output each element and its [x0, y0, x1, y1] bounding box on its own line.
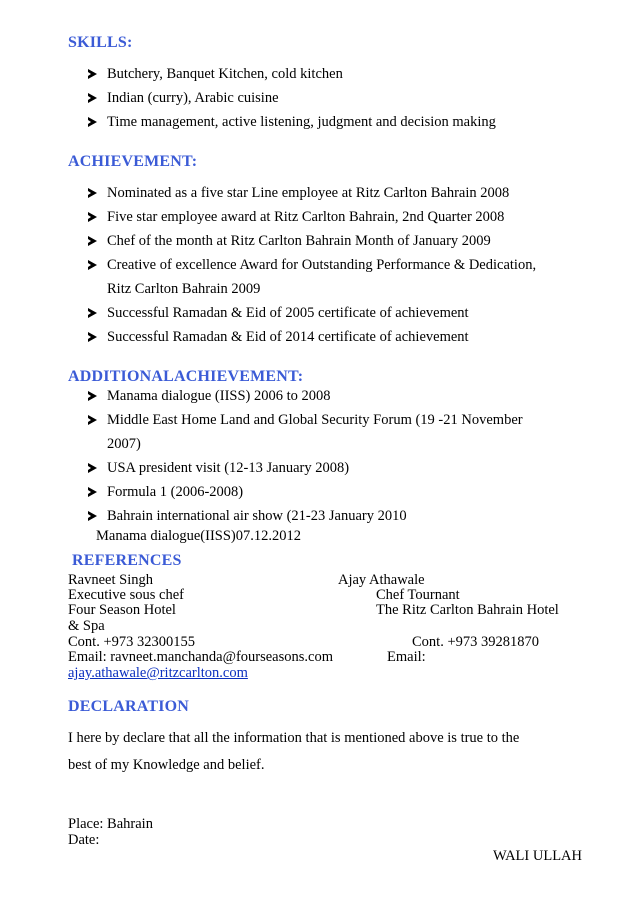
manama-dialogue-line: Manama dialogue(IISS)07.12.2012	[96, 528, 301, 544]
list-item-continued: Ritz Carlton Bahrain 2009	[107, 281, 261, 297]
date-line: Date:	[68, 832, 100, 848]
list-item: Formula 1 (2006-2008)	[88, 480, 523, 504]
additional-achievement-heading: ADDITIONALACHIEVEMENT:	[68, 368, 304, 385]
arrow-bullet-icon	[88, 511, 97, 521]
list-item: Manama dialogue (IISS) 2006 to 2008	[88, 384, 523, 408]
skills-list	[88, 62, 496, 134]
arrow-bullet-icon	[88, 260, 97, 270]
declaration-line-2: best of my Knowledge and belief.	[68, 757, 265, 773]
reference-right-contact: Cont. +973 39281870	[412, 634, 540, 650]
arrow-bullet-icon	[88, 332, 97, 342]
reference-left-name: Ravneet Singh	[68, 572, 153, 588]
reference-right-email-label: Email:	[387, 649, 426, 665]
reference-left-hotel: Four Season Hotel	[68, 602, 176, 618]
list-item: Chef of the month at Ritz Carlton Bahrain Month of January 2009	[88, 229, 536, 253]
references-heading: REFERENCES	[72, 552, 182, 569]
arrow-bullet-icon	[88, 117, 97, 127]
declaration-heading: DECLARATION	[68, 698, 190, 715]
reference-right-email-link[interactable]: ajay.athawale@ritzcarlton.com	[68, 665, 248, 681]
arrow-bullet-icon	[88, 308, 97, 318]
reference-right-hotel: The Ritz Carlton Bahrain Hotel	[376, 602, 559, 618]
list-item: USA president visit (12-13 January 2008)	[88, 456, 523, 480]
list-item: Successful Ramadan & Eid of 2005 certificate of achievement	[88, 301, 536, 325]
signature-name: WALI ULLAH	[493, 848, 582, 864]
list-item: Butchery, Banquet Kitchen, cold kitchen	[88, 62, 496, 86]
arrow-bullet-icon	[88, 212, 97, 222]
list-item: Nominated as a five star Line employee at Ritz Carlton Bahrain 2008	[88, 181, 536, 205]
achievement-list	[88, 181, 536, 349]
reference-right-name: Ajay Athawale	[338, 572, 425, 588]
additional-achievement-list	[88, 384, 523, 528]
reference-left-email: Email: ravneet.manchanda@fourseasons.com	[68, 649, 333, 665]
declaration-line-1: I here by declare that all the information that is mentioned above is true to the	[68, 730, 520, 746]
place-line: Place: Bahrain	[68, 816, 153, 832]
skills-heading: SKILLS:	[68, 34, 133, 51]
list-item-continued: 2007)	[107, 436, 141, 452]
achievement-heading: ACHIEVEMENT:	[68, 153, 198, 170]
reference-right-title: Chef Tournant	[376, 587, 460, 603]
arrow-bullet-icon	[88, 93, 97, 103]
list-item: Indian (curry), Arabic cuisine	[88, 86, 496, 110]
list-item: Successful Ramadan & Eid of 2014 certificate of achievement	[88, 325, 536, 349]
arrow-bullet-icon	[88, 391, 97, 401]
reference-left-contact: Cont. +973 32300155	[68, 634, 196, 650]
arrow-bullet-icon	[88, 188, 97, 198]
arrow-bullet-icon	[88, 69, 97, 79]
arrow-bullet-icon	[88, 463, 97, 473]
list-item: Bahrain international air show (21-23 January 2010	[88, 504, 523, 528]
reference-left-title: Executive sous chef	[68, 587, 184, 603]
arrow-bullet-icon	[88, 236, 97, 246]
arrow-bullet-icon	[88, 487, 97, 497]
list-item: Middle East Home Land and Global Security Forum (19 -21 November	[88, 408, 523, 432]
list-item: Five star employee award at Ritz Carlton Bahrain, 2nd Quarter 2008	[88, 205, 536, 229]
list-item: Creative of excellence Award for Outstanding Performance & Dedication,	[88, 253, 536, 277]
list-item: Time management, active listening, judgment and decision making	[88, 110, 496, 134]
arrow-bullet-icon	[88, 415, 97, 425]
reference-left-hotel-cont: & Spa	[68, 618, 105, 634]
